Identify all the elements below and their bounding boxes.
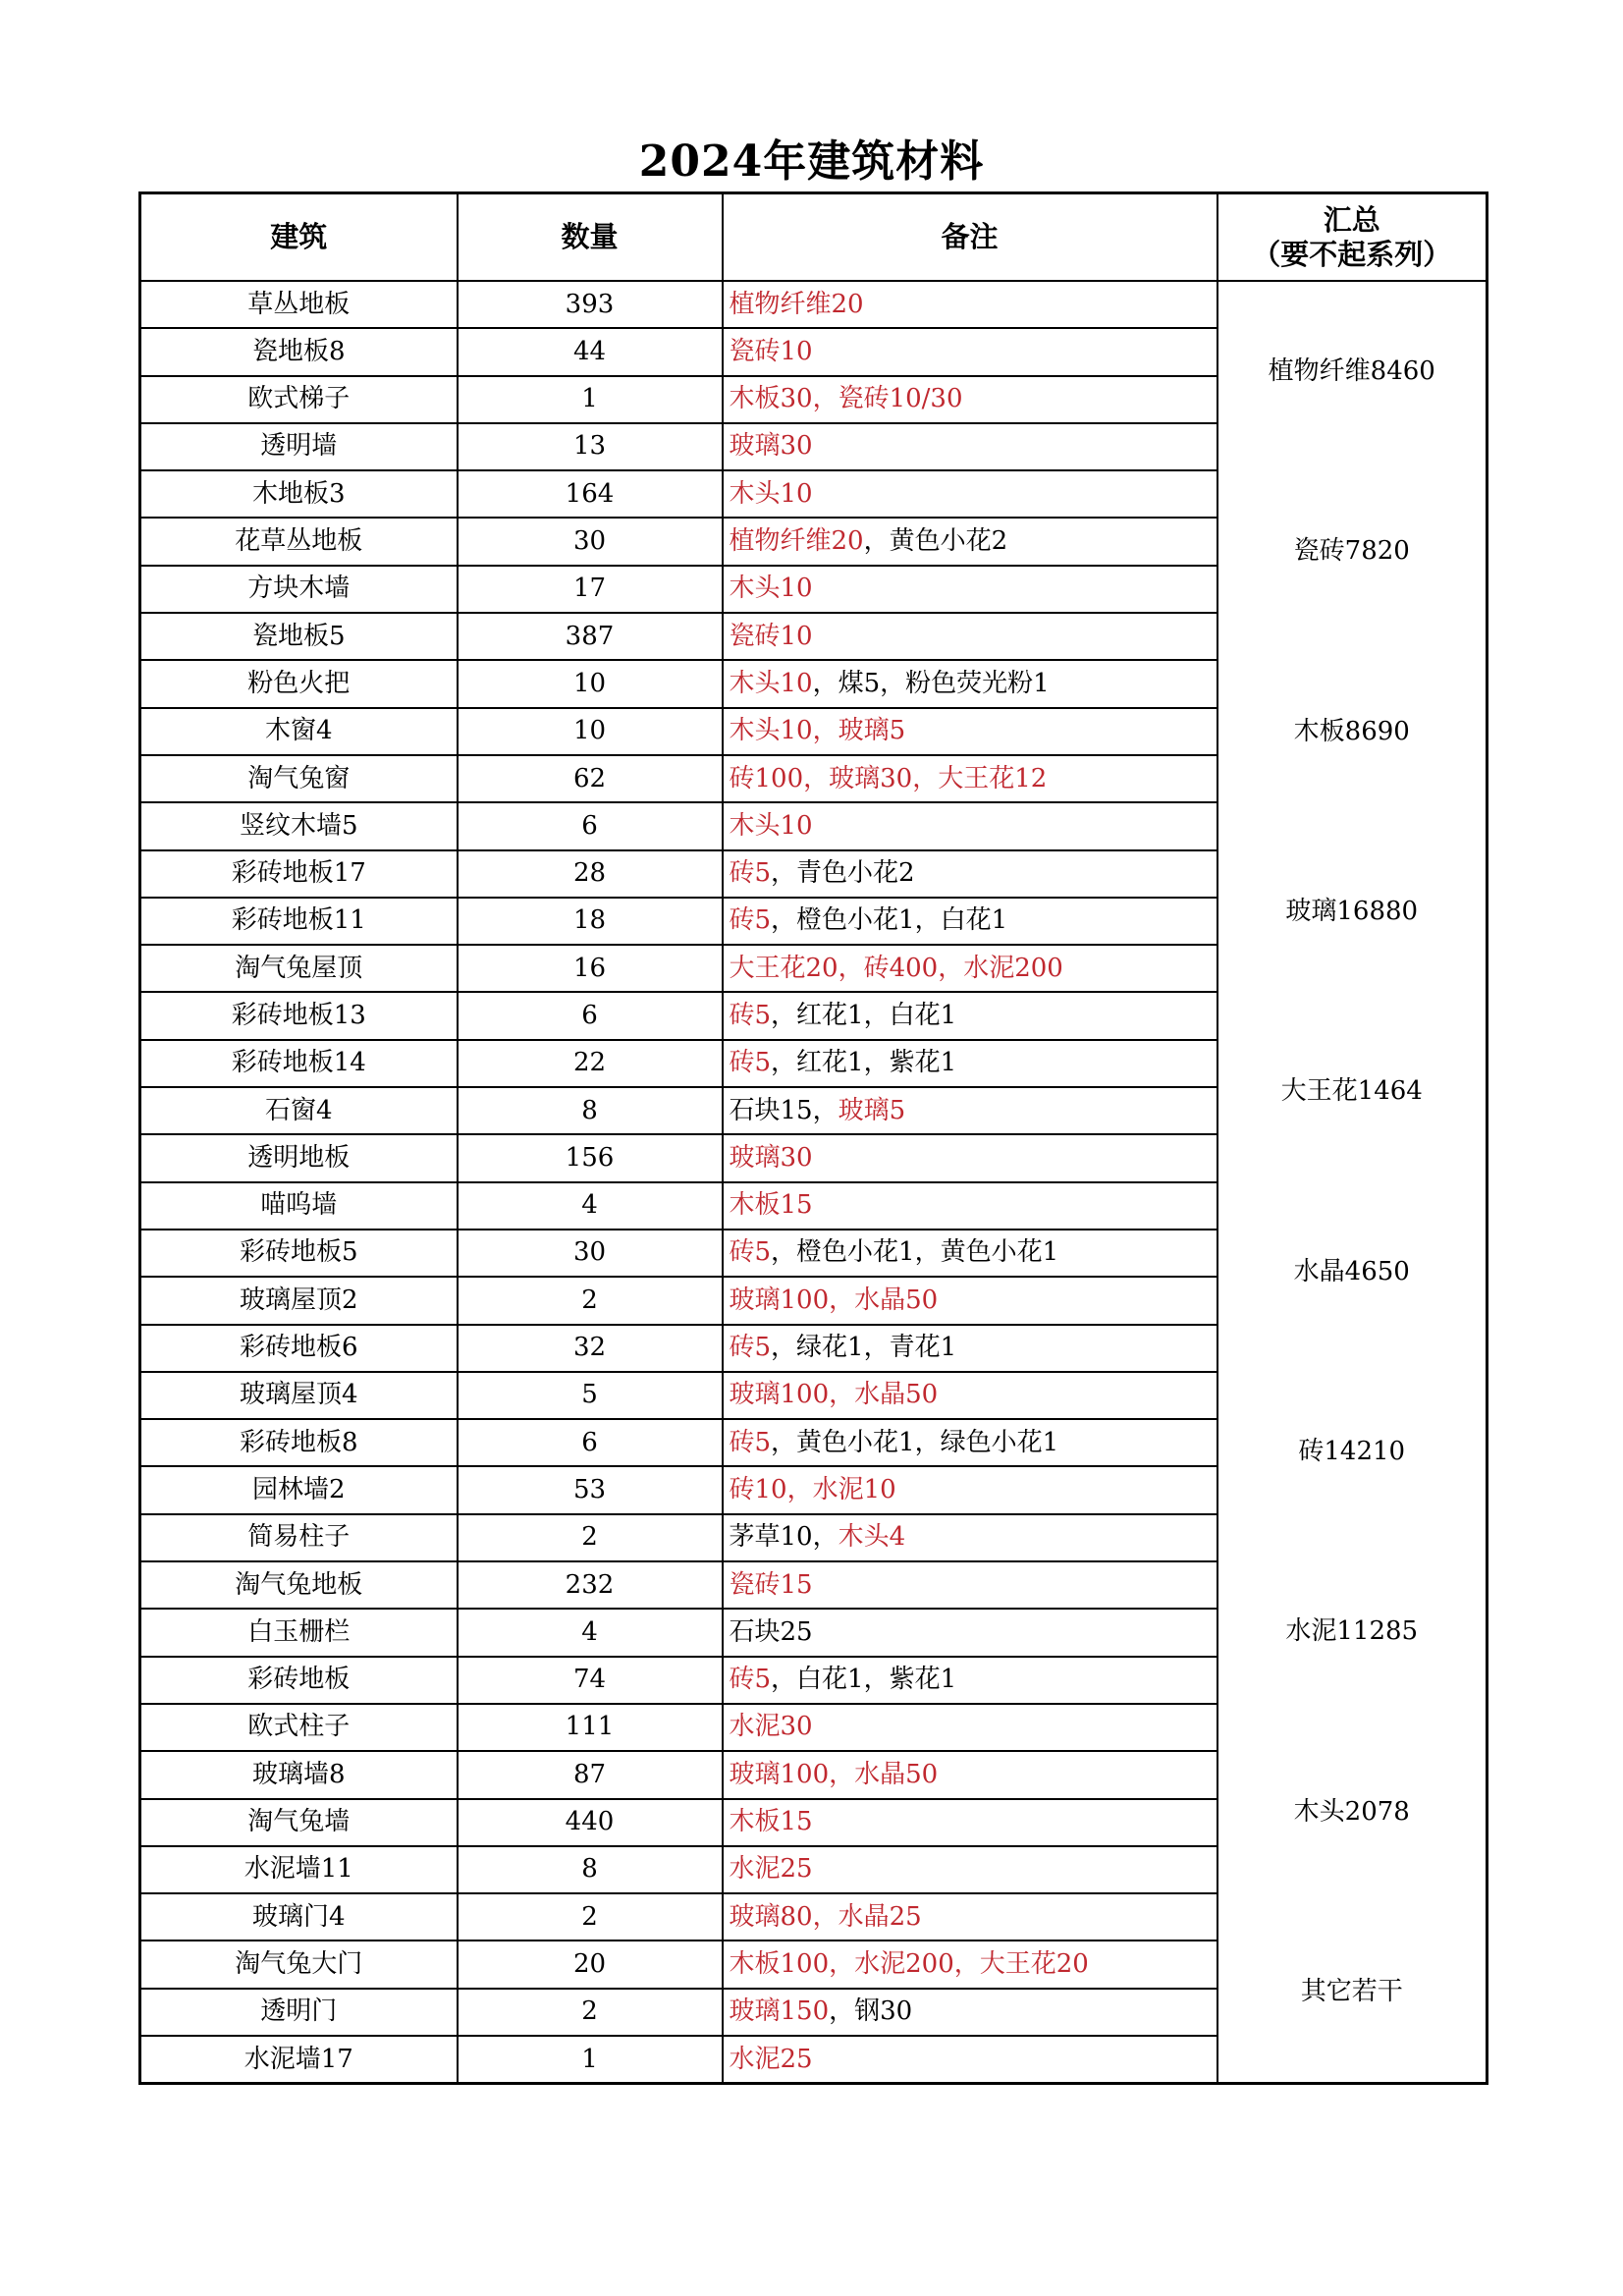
building-cell: 玻璃门4 xyxy=(140,1893,458,1941)
quantity-cell: 4 xyxy=(458,1609,723,1656)
summary-cell xyxy=(1217,281,1488,2084)
quantity-cell: 32 xyxy=(458,1325,723,1372)
building-cell: 简易柱子 xyxy=(140,1514,458,1561)
building-cell: 花草丛地板 xyxy=(140,518,458,565)
note-cell xyxy=(723,423,1217,470)
note-material-red: 木板30，瓷砖10/30 xyxy=(729,384,963,414)
note-cell xyxy=(723,566,1217,613)
header-summary xyxy=(1217,193,1488,282)
building-cell: 淘气兔地板 xyxy=(140,1561,458,1609)
building-cell: 玻璃墙8 xyxy=(140,1751,458,1798)
page-title: 2024年建筑材料 xyxy=(638,137,985,187)
building-cell: 瓷地板8 xyxy=(140,328,458,375)
note-material: ，橙色小花1，黄色小花1 xyxy=(771,1237,1059,1268)
building-cell: 草丛地板 xyxy=(140,281,458,328)
note-cell xyxy=(723,1751,1217,1798)
building-cell: 欧式梯子 xyxy=(140,376,458,423)
note-material-red: 砖5 xyxy=(729,1333,772,1363)
note-material: ，白花1，紫花1 xyxy=(771,1665,957,1695)
note-material-red: 砖10，水泥10 xyxy=(729,1474,896,1504)
note-material: 石块25 xyxy=(729,1616,813,1647)
building-cell: 园林墙2 xyxy=(140,1466,458,1513)
note-cell xyxy=(723,376,1217,423)
note-cell xyxy=(723,1941,1217,1988)
quantity-cell: 8 xyxy=(458,1087,723,1134)
summary-item: 其它若干 xyxy=(1300,1976,1403,2006)
note-material-red: 玻璃30 xyxy=(729,1142,813,1173)
note-material-red: 瓷砖15 xyxy=(729,1569,813,1600)
quantity-cell: 232 xyxy=(458,1561,723,1609)
quantity-cell: 1 xyxy=(458,2036,723,2084)
building-cell: 彩砖地板11 xyxy=(140,898,458,945)
note-cell xyxy=(723,1989,1217,2036)
building-cell: 竖纹木墙5 xyxy=(140,802,458,849)
header-quantity: 数量 xyxy=(458,193,723,282)
building-cell: 淘气兔屋顶 xyxy=(140,945,458,992)
building-cell: 玻璃屋顶4 xyxy=(140,1372,458,1419)
note-material-red: 木板100，水泥200，大王花20 xyxy=(729,1948,1089,1979)
header-note: 备注 xyxy=(723,193,1217,282)
building-cell: 木地板3 xyxy=(140,470,458,518)
quantity-cell: 30 xyxy=(458,518,723,565)
note-material: 石块15， xyxy=(729,1095,839,1125)
note-cell xyxy=(723,1087,1217,1134)
building-cell: 玻璃屋顶2 xyxy=(140,1277,458,1324)
quantity-cell: 18 xyxy=(458,898,723,945)
quantity-cell: 2 xyxy=(458,1989,723,2036)
note-cell xyxy=(723,1514,1217,1561)
building-cell: 透明地板 xyxy=(140,1134,458,1181)
summary-item: 木板8690 xyxy=(1293,716,1410,746)
note-material-red: 水泥25 xyxy=(729,1854,813,1885)
quantity-cell: 10 xyxy=(458,660,723,707)
note-material-red: 瓷砖10 xyxy=(729,621,813,651)
header-summary-line2: （要不起系列） xyxy=(1252,237,1452,271)
quantity-cell: 156 xyxy=(458,1134,723,1181)
note-cell xyxy=(723,945,1217,992)
note-material-red: 瓷砖10 xyxy=(729,336,813,366)
quantity-cell: 28 xyxy=(458,850,723,898)
note-cell xyxy=(723,1419,1217,1466)
note-material-red: 砖5 xyxy=(729,1237,772,1268)
note-cell xyxy=(723,1466,1217,1513)
note-material-red: 大王花20，砖400，水泥200 xyxy=(729,953,1063,983)
note-material-red: 木头10 xyxy=(729,478,813,509)
note-material-red: 玻璃5 xyxy=(838,1095,906,1125)
building-cell: 水泥墙11 xyxy=(140,1846,458,1893)
building-cell: 透明墙 xyxy=(140,423,458,470)
building-cell: 彩砖地板6 xyxy=(140,1325,458,1372)
quantity-cell: 2 xyxy=(458,1893,723,1941)
note-cell xyxy=(723,328,1217,375)
note-cell xyxy=(723,755,1217,802)
quantity-cell: 4 xyxy=(458,1182,723,1230)
quantity-cell: 74 xyxy=(458,1657,723,1704)
note-material-red: 砖5 xyxy=(729,1001,772,1030)
summary-item: 水晶4650 xyxy=(1293,1256,1410,1286)
building-cell: 欧式柱子 xyxy=(140,1704,458,1751)
note-material-red: 木板15 xyxy=(729,1807,813,1837)
note-material-red: 木头10 xyxy=(729,810,813,841)
summary-item: 砖14210 xyxy=(1298,1436,1406,1466)
quantity-cell: 393 xyxy=(458,281,723,328)
note-cell xyxy=(723,802,1217,849)
note-cell xyxy=(723,1182,1217,1230)
note-material-red: 植物纤维20 xyxy=(729,289,864,319)
quantity-cell: 20 xyxy=(458,1941,723,1988)
building-cell: 透明门 xyxy=(140,1989,458,2036)
note-material-red: 砖5 xyxy=(729,1665,772,1695)
quantity-cell: 10 xyxy=(458,708,723,755)
building-cell: 彩砖地板8 xyxy=(140,1419,458,1466)
summary-item: 大王花1464 xyxy=(1280,1076,1423,1107)
note-material: ，红花1，白花1 xyxy=(771,1001,957,1030)
quantity-cell: 111 xyxy=(458,1704,723,1751)
note-material: ，青色小花2 xyxy=(771,858,915,889)
note-cell xyxy=(723,992,1217,1039)
quantity-cell: 2 xyxy=(458,1277,723,1324)
note-material-red: 玻璃150 xyxy=(729,1996,830,2027)
building-cell: 方块木墙 xyxy=(140,566,458,613)
note-cell xyxy=(723,1372,1217,1419)
building-cell: 白玉栅栏 xyxy=(140,1609,458,1656)
note-cell xyxy=(723,470,1217,518)
quantity-cell: 6 xyxy=(458,802,723,849)
quantity-cell: 1 xyxy=(458,376,723,423)
building-cell: 彩砖地板 xyxy=(140,1657,458,1704)
quantity-cell: 44 xyxy=(458,328,723,375)
building-cell: 淘气兔大门 xyxy=(140,1941,458,1988)
building-cell: 彩砖地板13 xyxy=(140,992,458,1039)
note-cell xyxy=(723,1040,1217,1087)
note-material-red: 植物纤维20 xyxy=(729,526,864,557)
note-material: ，红花1，紫花1 xyxy=(771,1048,957,1078)
note-material-red: 玻璃100，水晶50 xyxy=(729,1380,939,1410)
note-material-red: 砖5 xyxy=(729,1048,772,1078)
note-material-red: 水泥25 xyxy=(729,2044,813,2074)
building-cell: 彩砖地板14 xyxy=(140,1040,458,1087)
building-cell: 木窗4 xyxy=(140,708,458,755)
header-building: 建筑 xyxy=(140,193,458,282)
note-cell xyxy=(723,1134,1217,1181)
header-summary-line1: 汇总 xyxy=(1323,202,1380,237)
note-cell xyxy=(723,2036,1217,2084)
quantity-cell: 440 xyxy=(458,1799,723,1846)
note-material: ，黄色小花2 xyxy=(863,526,1008,557)
note-material-red: 玻璃100，水晶50 xyxy=(729,1285,939,1315)
note-material-red: 木板15 xyxy=(729,1190,813,1221)
building-cell: 粉色火把 xyxy=(140,660,458,707)
building-cell: 淘气兔墙 xyxy=(140,1799,458,1846)
note-cell xyxy=(723,660,1217,707)
note-material-red: 砖5 xyxy=(729,858,772,889)
building-cell: 淘气兔窗 xyxy=(140,755,458,802)
note-material-red: 砖5 xyxy=(729,1427,772,1457)
quantity-cell: 5 xyxy=(458,1372,723,1419)
note-material: ，橙色小花1，白花1 xyxy=(771,905,1008,936)
quantity-cell: 30 xyxy=(458,1230,723,1277)
quantity-cell: 22 xyxy=(458,1040,723,1087)
summary-item: 玻璃16880 xyxy=(1285,897,1419,927)
note-material-red: 玻璃80，水晶25 xyxy=(729,1901,922,1932)
note-material-red: 砖5 xyxy=(729,905,772,936)
summary-item: 瓷砖7820 xyxy=(1293,536,1410,567)
note-cell xyxy=(723,1325,1217,1372)
note-cell xyxy=(723,613,1217,660)
note-cell xyxy=(723,281,1217,328)
note-material-red: 砖100，玻璃30，大王花12 xyxy=(729,763,1048,793)
table-row xyxy=(140,281,1488,328)
quantity-cell: 53 xyxy=(458,1466,723,1513)
building-cell: 瓷地板5 xyxy=(140,613,458,660)
quantity-cell: 387 xyxy=(458,613,723,660)
quantity-cell: 8 xyxy=(458,1846,723,1893)
quantity-cell: 62 xyxy=(458,755,723,802)
note-cell xyxy=(723,1277,1217,1324)
building-cell: 彩砖地板5 xyxy=(140,1230,458,1277)
note-cell xyxy=(723,1609,1217,1656)
note-material: ，绿花1，青花1 xyxy=(771,1333,957,1363)
building-cell: 彩砖地板17 xyxy=(140,850,458,898)
note-material-red: 木头10 xyxy=(729,668,813,698)
materials-table xyxy=(138,191,1488,2085)
note-material-red: 木头10，玻璃5 xyxy=(729,716,906,746)
note-cell xyxy=(723,1230,1217,1277)
header-row xyxy=(140,193,1488,282)
note-material: ，钢30 xyxy=(829,1996,913,2027)
note-material-red: 玻璃30 xyxy=(729,431,813,462)
quantity-cell: 2 xyxy=(458,1514,723,1561)
building-cell: 喵呜墙 xyxy=(140,1182,458,1230)
note-material-red: 水泥30 xyxy=(729,1712,813,1742)
building-cell: 石窗4 xyxy=(140,1087,458,1134)
note-cell xyxy=(723,1893,1217,1941)
summary-item: 水泥11285 xyxy=(1285,1616,1419,1647)
quantity-cell: 13 xyxy=(458,423,723,470)
note-cell xyxy=(723,850,1217,898)
note-cell xyxy=(723,708,1217,755)
note-material: 茅草10， xyxy=(729,1522,839,1553)
note-cell xyxy=(723,1846,1217,1893)
note-material: ，煤5，粉色荧光粉1 xyxy=(812,668,1050,698)
summary-item: 木头2078 xyxy=(1293,1796,1410,1827)
note-cell xyxy=(723,898,1217,945)
summary-item: 植物纤维8460 xyxy=(1268,356,1435,387)
note-cell xyxy=(723,518,1217,565)
quantity-cell: 164 xyxy=(458,470,723,518)
quantity-cell: 17 xyxy=(458,566,723,613)
note-cell xyxy=(723,1657,1217,1704)
quantity-cell: 87 xyxy=(458,1751,723,1798)
quantity-cell: 6 xyxy=(458,992,723,1039)
note-material-red: 玻璃100，水晶50 xyxy=(729,1759,939,1789)
building-cell: 水泥墙17 xyxy=(140,2036,458,2084)
quantity-cell: 6 xyxy=(458,1419,723,1466)
quantity-cell: 16 xyxy=(458,945,723,992)
note-cell xyxy=(723,1704,1217,1751)
note-material: ，黄色小花1，绿色小花1 xyxy=(771,1427,1059,1457)
note-cell xyxy=(723,1799,1217,1846)
note-cell xyxy=(723,1561,1217,1609)
note-material-red: 木头10 xyxy=(729,574,813,604)
note-material-red: 木头4 xyxy=(838,1522,906,1553)
